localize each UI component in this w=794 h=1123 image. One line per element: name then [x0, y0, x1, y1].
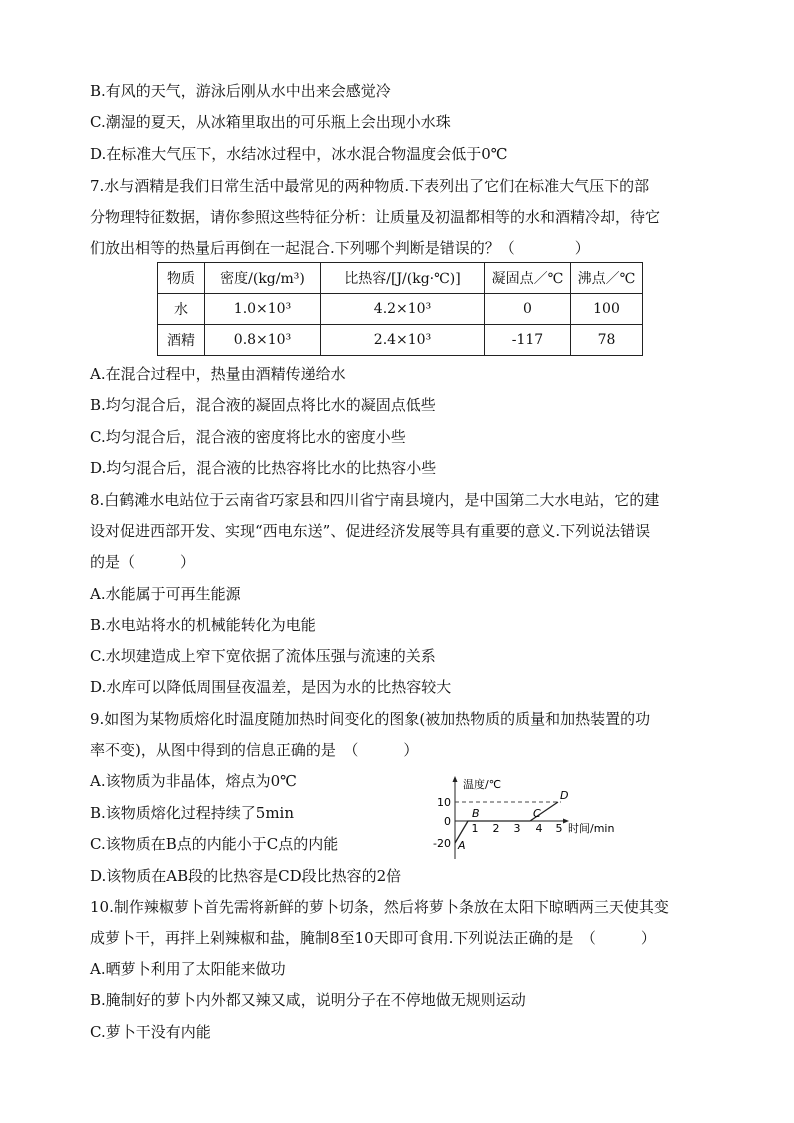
table-cell: 100: [571, 294, 643, 325]
table-row: [158, 325, 643, 356]
x-tick: 5: [555, 822, 563, 835]
option-a-q7: A.在混合过程中，热量由酒精传递给水: [90, 365, 346, 383]
option-b-q9: B.该物质熔化过程持续了5min: [90, 804, 295, 822]
question-7-line-2: 分物理特征数据，请你参照这些特征分析：让质量及初温都相等的水和酒精冷却，待它: [90, 208, 661, 226]
option-c-q8: C.水坝建造成上窄下宽依据了流体压强与流速的关系: [90, 647, 436, 665]
y-axis-label: 温度/℃: [463, 778, 502, 791]
option-b-q6: B.有风的天气，游泳后刚从水中出来会感觉冷: [90, 82, 391, 100]
option-c-q9: C.该物质在B点的内能小于C点的内能: [90, 835, 339, 853]
temperature-curve: [455, 802, 558, 843]
y-tick: -20: [433, 837, 451, 850]
option-a-q9: A.该物质为非晶体，熔点为0℃: [90, 772, 297, 790]
question-8-line-1: 8.白鹤滩水电站位于云南省巧家县和四川省宁南县境内，是中国第二大水电站，它的建: [90, 491, 660, 509]
point-label-c: C: [533, 807, 541, 820]
table-header: 物质: [158, 263, 205, 294]
table-header: 沸点／℃: [571, 263, 643, 294]
option-a-q8: A.水能属于可再生能源: [90, 585, 241, 603]
table-cell: 4.2×10³: [321, 294, 485, 325]
option-d-q7: D.均匀混合后，混合液的比热容将比水的比热容小些: [90, 459, 437, 477]
table-cell: 78: [571, 325, 643, 356]
option-c-q7: C.均匀混合后，混合液的密度将比水的密度小些: [90, 428, 406, 446]
option-d-q9: D.该物质在AB段的比热容是CD段比热容的2倍: [90, 867, 402, 885]
x-tick: 1: [471, 822, 479, 835]
table-header: 密度/(kg/m³): [205, 263, 321, 294]
option-a-q10: A.晒萝卜利用了太阳能来做功: [90, 960, 286, 978]
table-cell: 水: [158, 294, 205, 325]
x-tick: 2: [492, 822, 500, 835]
x-tick: 4: [535, 822, 543, 835]
table-cell: 酒精: [158, 325, 205, 356]
option-c-q10: C.萝卜干没有内能: [90, 1023, 211, 1041]
question-7-line-3: 们放出相等的热量后再倒在一起混合.下列哪个判断是错误的？（ ）: [90, 239, 590, 257]
option-b-q8: B.水电站将水的机械能转化为电能: [90, 616, 316, 634]
table-header: 比热容/[J/(kg·℃)]: [321, 263, 485, 294]
x-tick: 3: [513, 822, 521, 835]
question-10-line-1: 10.制作辣椒萝卜首先需将新鲜的萝卜切条，然后将萝卜条放在太阳下晾晒两三天使其变: [90, 898, 669, 916]
x-axis-label: 时间/min: [568, 822, 615, 835]
table-cell: 2.4×10³: [321, 325, 485, 356]
option-b-q7: B.均匀混合后，混合液的凝固点将比水的凝固点低些: [90, 396, 436, 414]
point-label-a: A: [458, 839, 466, 852]
table-header: 凝固点／℃: [485, 263, 571, 294]
question-8-line-3: 的是（ ）: [90, 553, 196, 571]
table-cell: 0.8×10³: [205, 325, 321, 356]
question-7-line-1: 7.水与酒精是我们日常生活中最常见的两种物质.下表列出了它们在标准大气压下的部: [90, 177, 650, 195]
question-8-line-2: 设对促进西部开发、实现“西电东送”、促进经济发展等具有重要的意义.下列说法错误: [90, 522, 651, 540]
option-b-q10: B.腌制好的萝卜内外都又辣又咸，说明分子在不停地做无规则运动: [90, 991, 526, 1009]
table-cell: 0: [485, 294, 571, 325]
table-cell: 1.0×10³: [205, 294, 321, 325]
y-tick: 0: [444, 815, 451, 828]
property-table: [157, 262, 643, 356]
option-d-q6: D.在标准大气压下，水结冰过程中，冰水混合物温度会低于0℃: [90, 145, 508, 163]
question-9-line-2: 率不变)，从图中得到的信息正确的是 （ ）: [90, 741, 419, 759]
question-9-line-1: 9.如图为某物质熔化时温度随加热时间变化的图象(被加热物质的质量和加热装置的功: [90, 710, 651, 728]
table-header-row: [158, 263, 643, 294]
y-tick: 10: [437, 796, 451, 809]
y-axis-arrow: [453, 776, 458, 782]
table-cell: -117: [485, 325, 571, 356]
table-row: [158, 294, 643, 325]
point-label-b: B: [472, 807, 480, 820]
melting-graph: [425, 773, 655, 863]
option-d-q8: D.水库可以降低周围昼夜温差，是因为水的比热容较大: [90, 678, 452, 696]
option-c-q6: C.潮湿的夏天，从冰箱里取出的可乐瓶上会出现小水珠: [90, 113, 451, 131]
question-10-line-2: 成萝卜干，再拌上剁辣椒和盐，腌制8至10天即可食用.下列说法正确的是 （ ）: [90, 929, 656, 947]
point-label-d: D: [560, 789, 569, 802]
